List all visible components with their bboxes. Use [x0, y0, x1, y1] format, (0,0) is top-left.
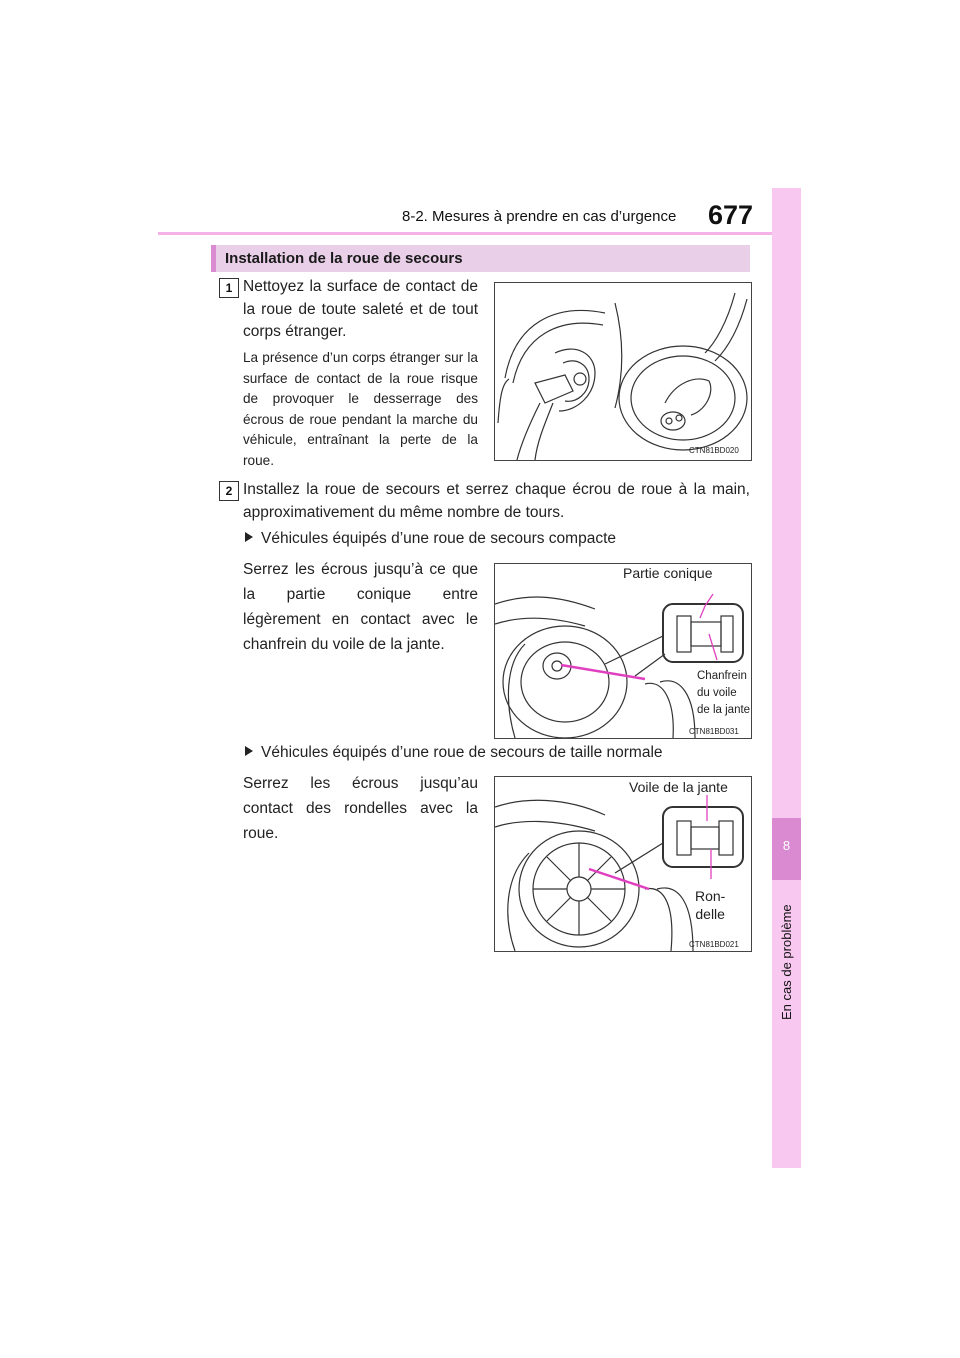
step-1-note: La présence d’un corps étranger sur la surface de contact de la roue risque de provoquer le desserrage des écrous de roue pendant la marche du véhicule, entraînant la perte de la roue.	[243, 350, 478, 468]
step-1-badge: 1	[219, 278, 239, 298]
chapter-number: 8	[782, 838, 791, 853]
callout-rim-web: Voile de la jante	[629, 779, 728, 795]
section-title: Installation de la roue de secours	[225, 250, 463, 267]
figure-code: CTN81BD031	[689, 727, 739, 736]
callout-washer-line-1: Ron-	[695, 888, 726, 904]
compact-spare-text: Serrez les écrous jusqu’à ce que la partie conique entre légèrement en contact avec le chanfrein du voile de la jante.	[243, 561, 478, 653]
compact-spare-heading	[245, 530, 616, 548]
step-2-badge: 2	[219, 481, 239, 501]
step-2-text: Installez la roue de secours et serrez chaque écrou de roue à la main, approximativement du même nombre de tours.	[243, 481, 750, 521]
callout-chamfer-line-2: du voile	[697, 687, 737, 699]
callout-chamfer-line-1: Chanfrein	[697, 670, 747, 682]
figure-full-spare	[494, 776, 752, 952]
full-spare-heading	[245, 744, 663, 762]
page-number: 677	[708, 200, 754, 230]
bullet-arrow-icon	[245, 746, 253, 756]
figure-code: CTN81BD021	[689, 940, 739, 949]
chapter-number-tab	[772, 818, 801, 880]
chapter-label: En cas de problème	[779, 904, 794, 1020]
figure-clean-wheel	[494, 282, 752, 461]
chapter-side-tab	[772, 188, 801, 1168]
clean-wheel-illustration	[495, 283, 751, 460]
callout-chamfer	[697, 668, 750, 719]
callout-conical-part: Partie conique	[623, 565, 713, 581]
step-1-text: Nettoyez la surface de contact de la roue de toute saleté et de tout corps étranger.	[243, 278, 478, 340]
section-title-bar	[211, 245, 750, 272]
chapter-label-tab	[774, 890, 800, 1020]
callout-washer-line-2: delle	[695, 906, 725, 922]
full-spare-illustration	[495, 777, 751, 951]
figure-compact-spare	[494, 563, 752, 739]
compact-spare-heading-text: Véhicules équipés d’une roue de secours compacte	[261, 530, 617, 547]
callout-chamfer-line-3: de la jante	[697, 704, 751, 716]
bullet-arrow-icon	[245, 532, 253, 542]
header-rule	[158, 232, 800, 235]
running-header: 8-2. Mesures à prendre en cas d’urgence	[402, 208, 677, 225]
full-spare-heading-text: Véhicules équipés d’une roue de secours de taille normale	[261, 744, 663, 761]
figure-code: CTN81BD020	[689, 446, 739, 455]
callout-washer	[695, 887, 725, 923]
full-spare-text: Serrez les écrous jusqu’au contact des rondelles avec la roue.	[243, 775, 478, 842]
